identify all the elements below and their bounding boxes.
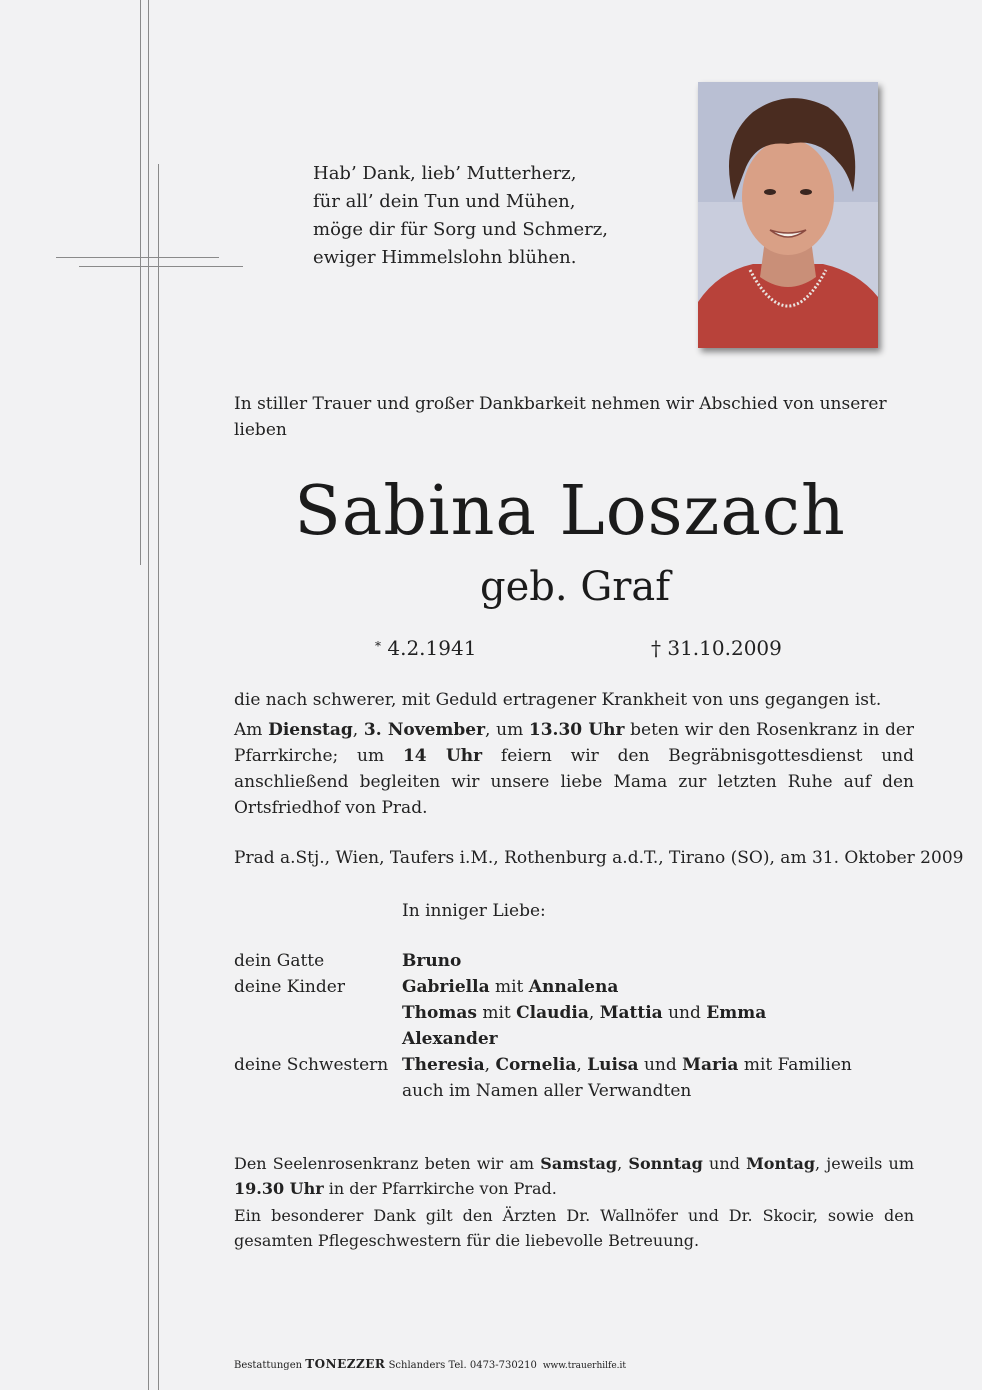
intro-text: In stiller Trauer und großer Dankbarkeit nehmen wir Abschied von unserer lieben — [234, 394, 887, 440]
portrait-illustration — [698, 82, 878, 348]
poem-line: ewiger Himmelslohn blühen. — [313, 247, 577, 268]
rosary-time: 13.30 Uhr — [528, 720, 625, 740]
thanks-paragraph: Ein besonderer Dank gilt den Ärzten Dr. Wallnöfer und Dr. Skocir, sowie den gesamten Pflegeschwestern für die liebevolle Betreuung. — [234, 1206, 914, 1250]
cross-vertical-line — [158, 164, 159, 1390]
children-label: deine Kinder — [234, 977, 345, 997]
birth-star-icon: * — [375, 639, 381, 653]
child-line: Thomas mit Claudia, Mattia und Emma — [402, 1003, 767, 1023]
poem-line: für all’ dein Tun und Mühen, — [313, 191, 576, 212]
service-paragraph: Am Dienstag, 3. November, um 13.30 Uhr beten wir den Rosenkranz in der Pfarrkirche; um 14 Uhr feiern wir den Begräbnisgottesdienst und anschließend begleiten wir unsere liebe Mama zur letzten Ruhe auf den Ortsfriedhof von Prad. — [234, 720, 915, 818]
death-date-value: 31.10.2009 — [667, 636, 782, 660]
funeral-home-footer: Bestattungen TONEZZER Schlanders Tel. 0473-730210 www.trauerhilfe.it — [234, 1357, 627, 1371]
maiden-name: geb. Graf — [480, 564, 671, 610]
funeral-home-brand: TONEZZER — [305, 1357, 386, 1371]
death-cross-icon: † — [651, 636, 661, 660]
place-date-line: Prad a.Stj., Wien, Taufers i.M., Rothenburg a.d.T., Tirano (SO), am 31. Oktober 2009 — [234, 848, 964, 868]
rosary-paragraph: Den Seelenrosenkranz beten wir am Samstag, Sonntag und Montag, jeweils um 19.30 Uhr in der Pfarrkirche von Prad. — [234, 1154, 915, 1198]
husband-label: dein Gatte — [234, 951, 325, 971]
cross-horizontal-line-lower — [79, 266, 243, 267]
child-line: Gabriella mit Annalena — [402, 977, 619, 997]
relatives-line: auch im Namen aller Verwandten — [402, 1081, 692, 1101]
service-day: Dienstag — [268, 720, 353, 740]
deceased-name: Sabina Loszach — [294, 472, 846, 551]
child-line: Alexander — [402, 1029, 498, 1049]
birth-date-value: 4.2.1941 — [387, 636, 477, 660]
poem-line: Hab’ Dank, lieb’ Mutterherz, — [313, 163, 577, 184]
website-link[interactable]: www.trauerhilfe.it — [542, 1361, 627, 1371]
birth-date — [375, 634, 476, 662]
illness-paragraph: die nach schwerer, mit Geduld ertragener Krankheit von uns gegangen ist. — [234, 690, 882, 710]
memorial-poem — [313, 160, 608, 272]
sisters-line: Theresia, Cornelia, Luisa und Maria mit Familien — [402, 1055, 852, 1075]
mass-time: 14 Uhr — [402, 746, 483, 766]
death-date — [651, 634, 782, 662]
sisters-label: deine Schwestern — [234, 1055, 389, 1075]
cross-horizontal-line-upper — [56, 257, 219, 258]
service-date: 3. November — [363, 720, 486, 740]
love-line: In inniger Liebe: — [402, 901, 546, 921]
portrait-photo — [698, 82, 878, 348]
decorative-rail-middle — [148, 0, 149, 1390]
poem-line: möge dir für Sorg und Schmerz, — [313, 219, 608, 240]
husband-name: Bruno — [402, 951, 462, 971]
